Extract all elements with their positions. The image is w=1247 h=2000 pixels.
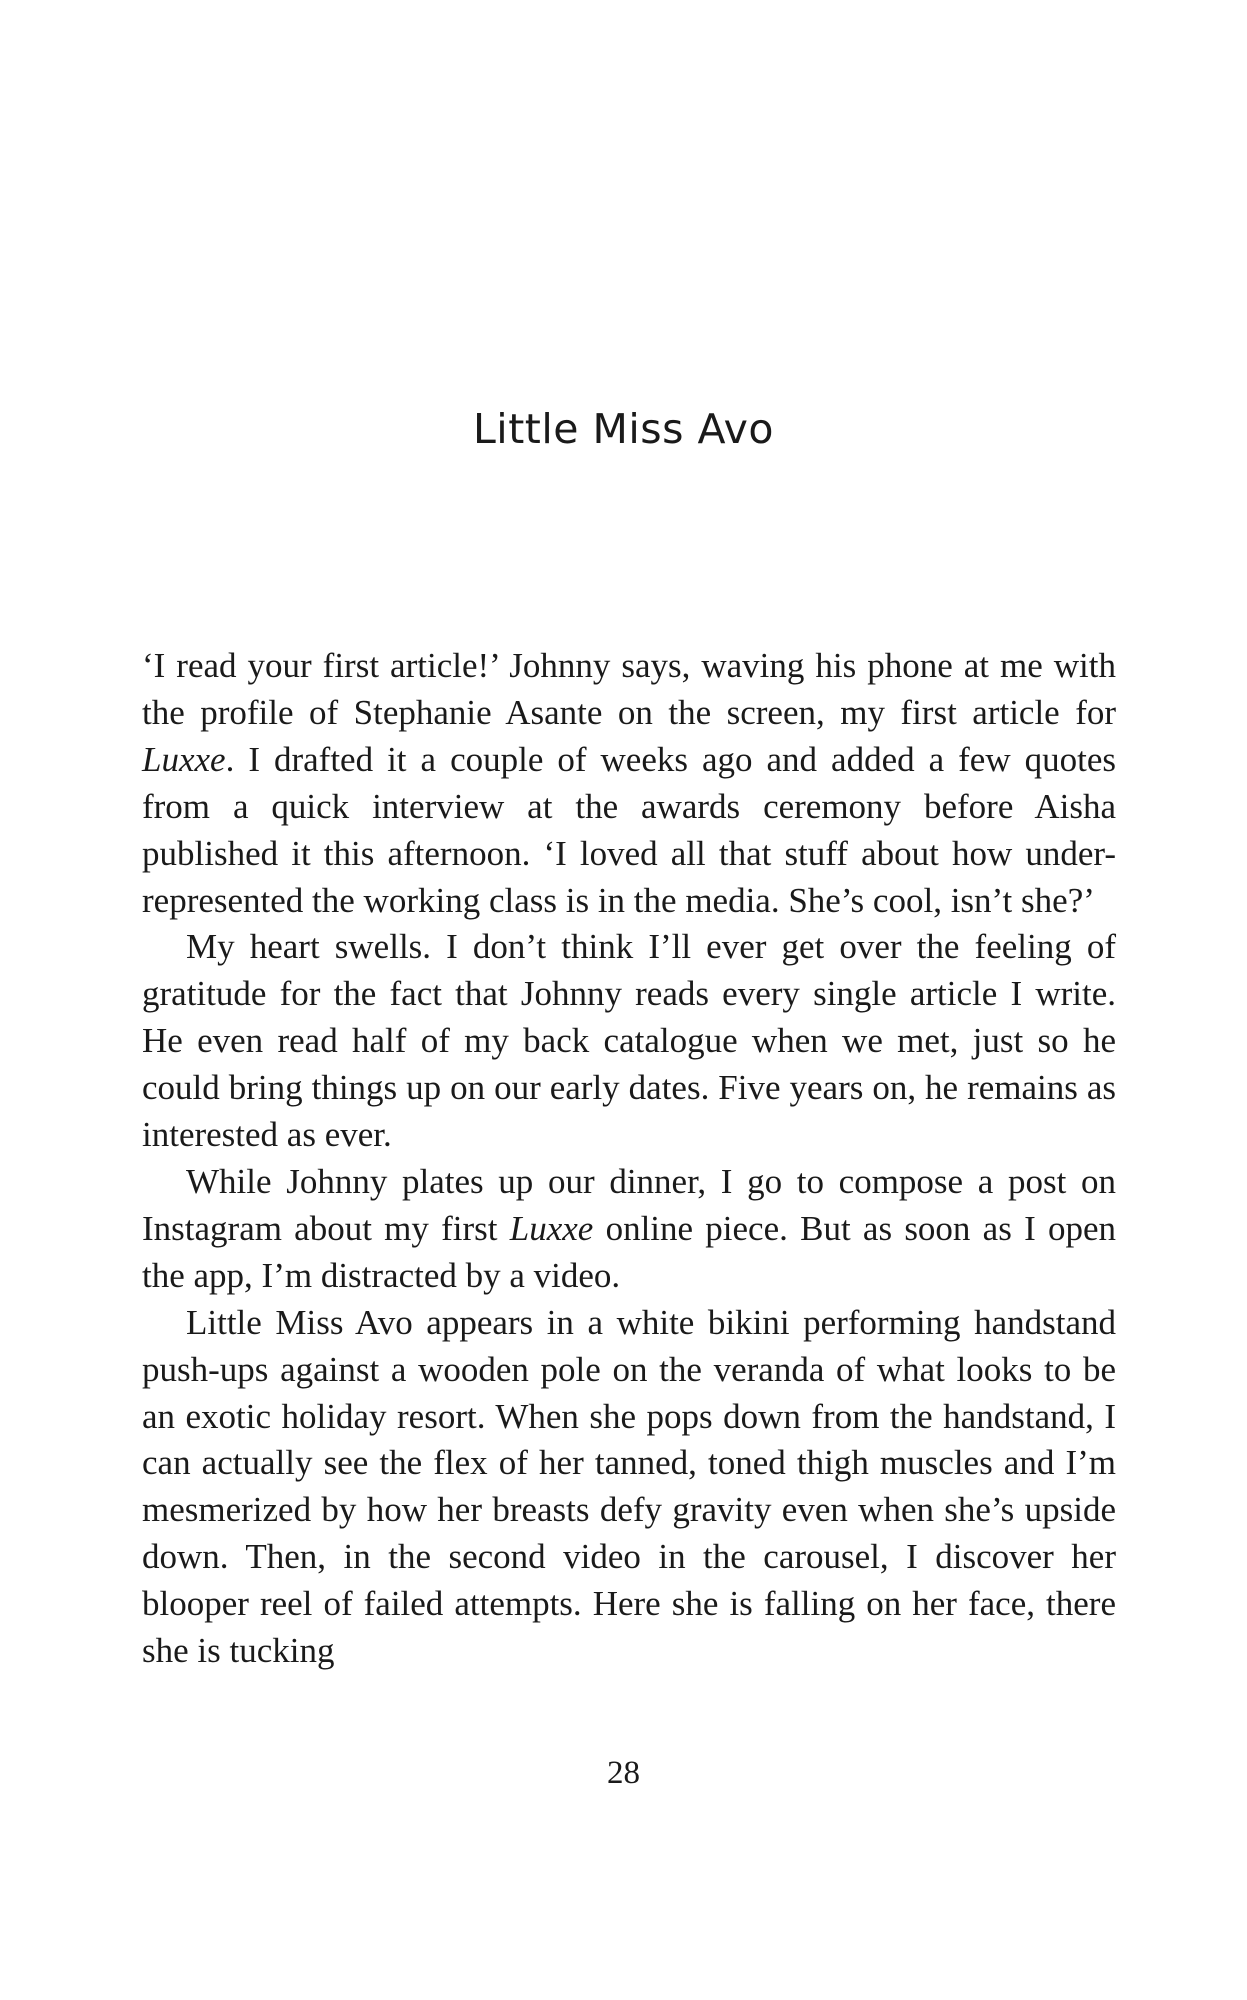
page-number: 28 <box>607 1755 640 1791</box>
paragraph-3-text-end: online piece. But as soon as I open the app, I’m distracted by a video. <box>142 1208 1116 1295</box>
paragraph-1 <box>142 643 1116 924</box>
paragraph-1-text-start: ‘I read your first article!’ Johnny says, waving his phone at me with the profile of Stephanie Asante on the screen, my first article for <box>142 646 1116 732</box>
chapter-title: Little Miss Avo <box>472 405 775 453</box>
paragraph-4: Little Miss Avo appears in a white bikini performing handstand push-ups against a wooden pole on the veranda of what looks to be an exotic holiday resort. When she pops down from the handstand, I can actually see the flex of her tanned, toned thigh muscles and I’m mesmerized by how her breasts defy gravity even when she’s upside down. Then, in the second video in the carousel, I discover her blooper reel of failed attempts. Here she is falling on her face, there she is tucking <box>142 1302 1116 1671</box>
paragraph-1-text-end: . I drafted it a couple of weeks ago and added a few quotes from a quick interview at the awards ceremony before Aisha published it this afternoon. ‘I loved all that stuff about how under-represented the working class is in the media. She’s cool, isn’t she?’ <box>142 739 1116 920</box>
paragraph-2: My heart swells. I don’t think I’ll ever get over the feeling of gratitude for the fact that Johnny reads every single article I write. He even read half of my back catalogue when we met, just so he could bring things up on our early dates. Five years on, he remains as interested as ever. <box>142 927 1116 1155</box>
body-text <box>142 643 1116 1675</box>
paragraph-3-text-start: While Johnny plates up our dinner, I go to compose a post on Instagram about my first <box>142 1161 1116 1248</box>
paragraph-3 <box>142 1159 1116 1300</box>
publication-title: Luxxe <box>509 1208 594 1248</box>
publication-title: Luxxe <box>142 739 226 779</box>
